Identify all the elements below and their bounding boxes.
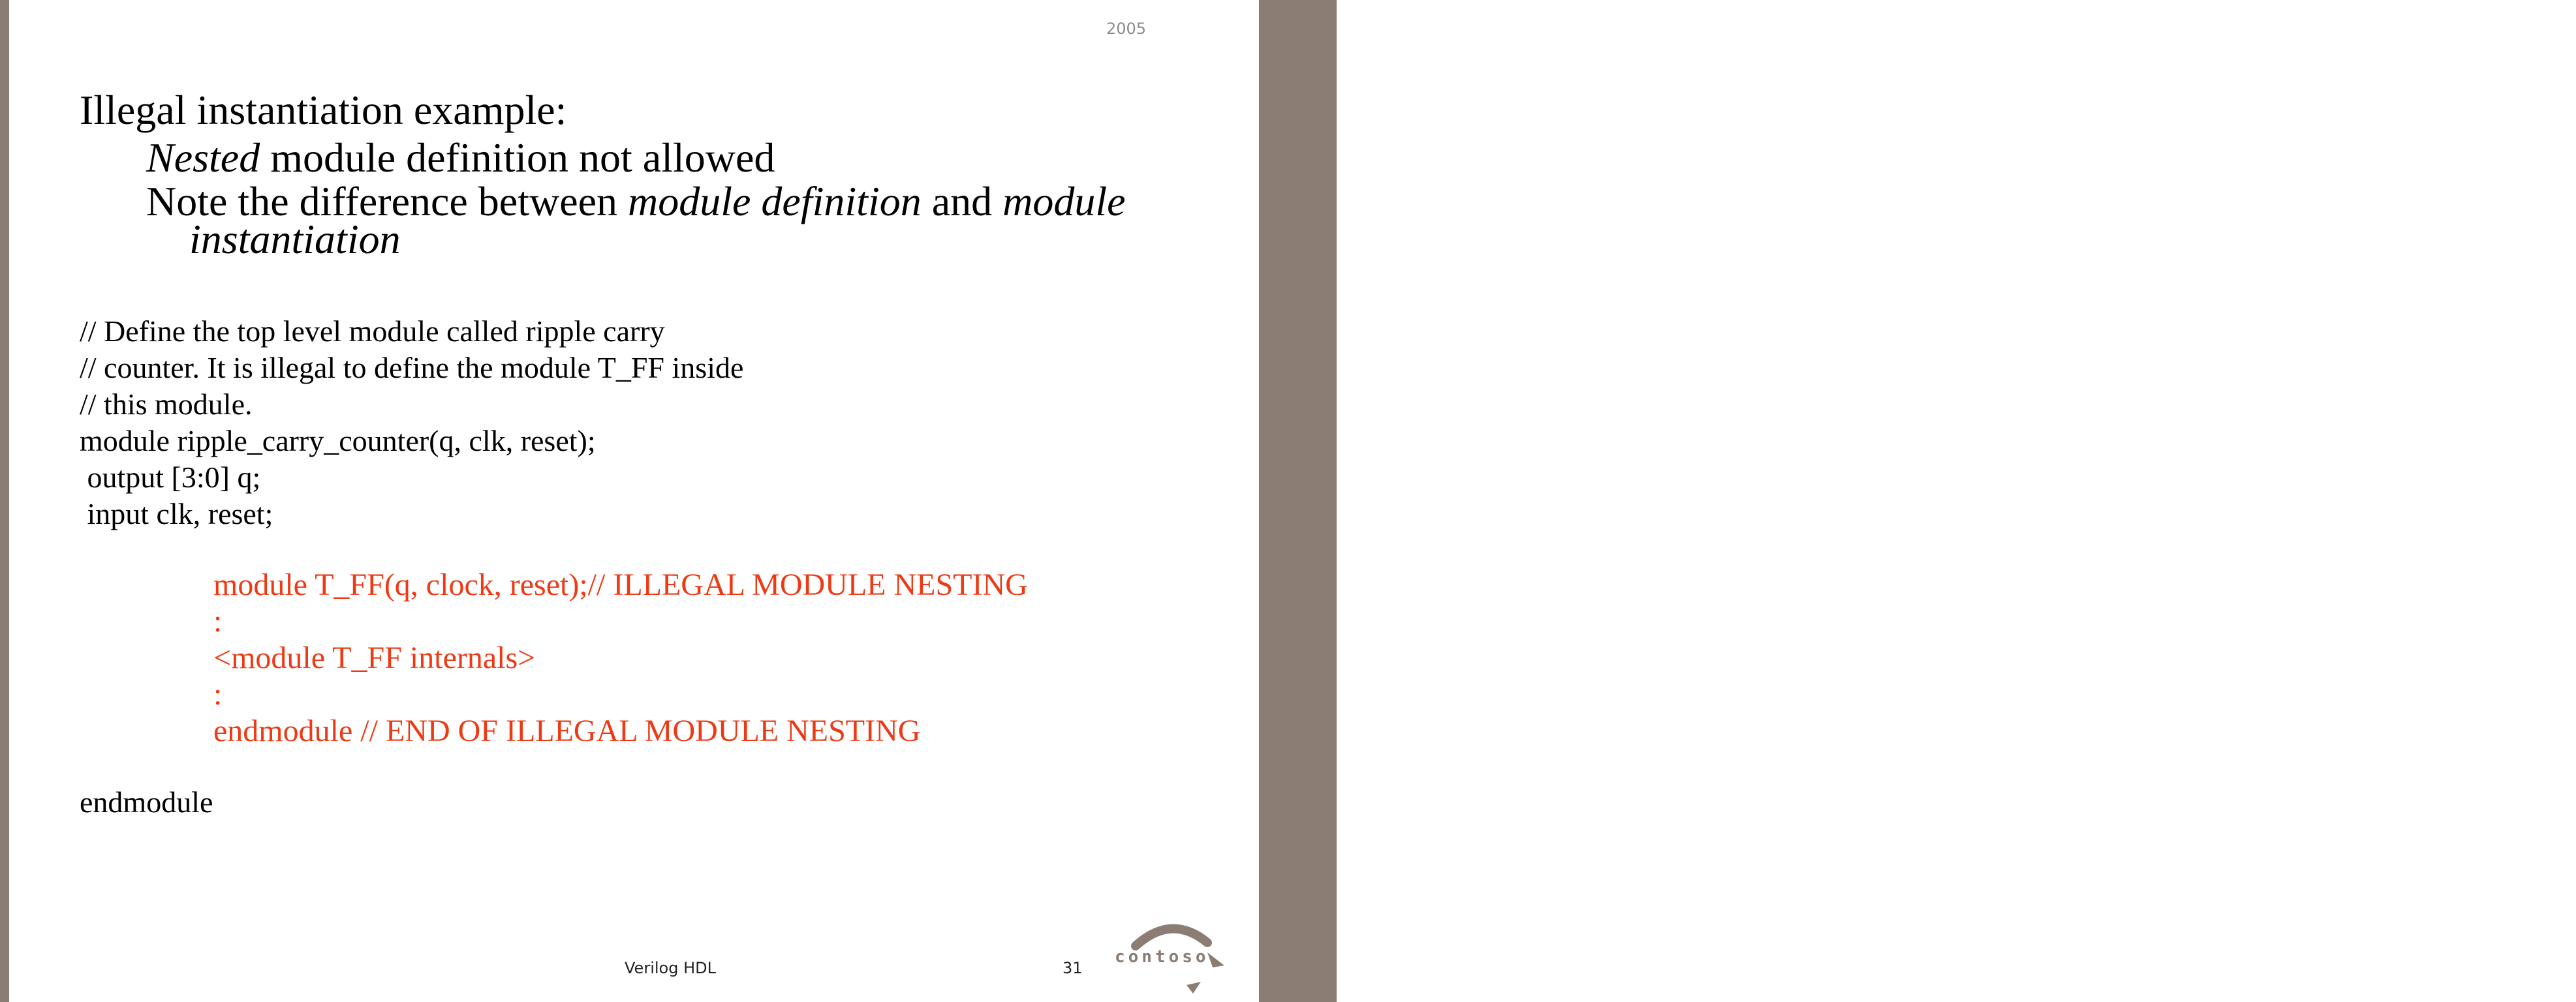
bullet-difference-italic2: module — [1002, 178, 1126, 224]
code-line: // Define the top level module called ripple carry — [80, 314, 665, 348]
page-number: 31 — [1063, 959, 1083, 977]
bullet-difference-line1 — [146, 178, 1126, 224]
bullet-difference — [146, 178, 1126, 262]
footer-title: Verilog HDL — [625, 959, 716, 977]
code-line: output [3:0] q; — [80, 461, 261, 494]
year-label: 2005 — [1106, 20, 1147, 38]
nested-module-code — [213, 567, 1028, 750]
bullet-difference-line2 — [146, 216, 1126, 262]
endmodule-line: endmodule — [80, 785, 213, 819]
code-line: module ripple_carry_counter(q, clk, reset); — [80, 424, 596, 457]
code-line: // this module. — [80, 387, 253, 421]
bullet-difference-text1: Note the difference between — [146, 178, 628, 224]
bullet-difference-italic1: module definition — [628, 178, 922, 224]
left-accent-bar — [0, 0, 9, 1002]
contoso-logo-graphic — [1110, 917, 1234, 995]
nested-code-line: module T_FF(q, clock, reset);// ILLEGAL MODULE NESTING — [213, 568, 1028, 602]
code-block — [80, 313, 743, 532]
bullet-nested-italic: Nested — [146, 134, 260, 181]
nested-code-line: : — [213, 677, 223, 712]
bullet-difference-text2: and — [921, 178, 1003, 224]
code-line: input clk, reset; — [80, 497, 273, 530]
nested-code-line: : — [213, 604, 223, 639]
code-line: // counter. It is illegal to define the module T_FF inside — [80, 351, 744, 384]
svg-text:contoso: contoso — [1115, 947, 1209, 967]
nested-code-line: endmodule // END OF ILLEGAL MODULE NESTING — [213, 714, 921, 748]
heading: Illegal instantiation example: — [80, 87, 567, 133]
bullet-nested — [146, 134, 775, 182]
slide-title: Instances (cont’d) — [2544, 63, 2576, 309]
bullet-difference-italic3: instantiation — [189, 216, 401, 262]
bullet-nested-text: module definition not allowed — [260, 134, 775, 181]
nested-code-line: <module T_FF internals> — [213, 641, 536, 675]
contoso-logo — [1110, 917, 1234, 995]
side-title-container — [1259, 0, 2576, 1002]
